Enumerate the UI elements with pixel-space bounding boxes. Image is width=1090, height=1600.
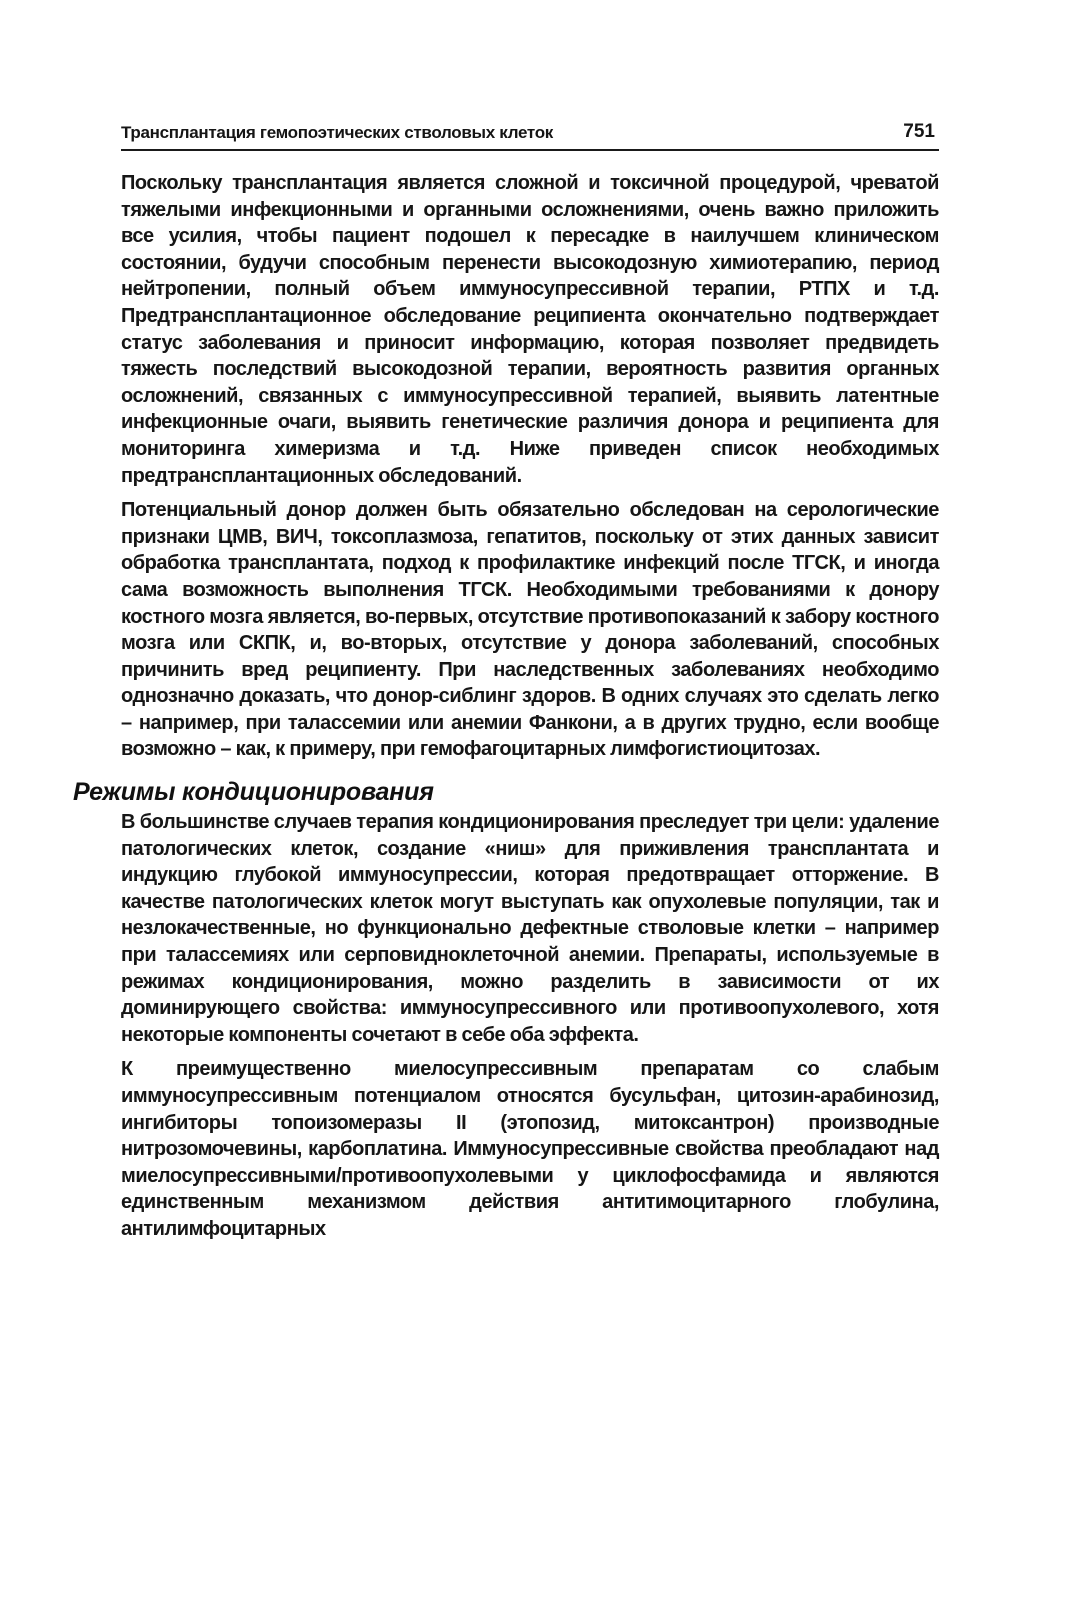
paragraph-pretransplant-evaluation: Поскольку трансплантация является сложной и токсичной процедурой, чреватой тяжелыми инфекционными и органными осложнениями, очень важно приложить все усилия, чтобы пациент подошел к пересадке в наилучшем клиническом состоянии, будучи способным перенести высокодозную химиотерапию, период нейтропении, полный объем иммуносупрессивной терапии, РТПХ и т.д. Предтрансплантационное обследование реципиента окончательно подтверждает статус заболевания и приносит информацию, которая позволяет предвидеть тяжесть последствий высокодозной терапии, вероятность развития органных осложнений, связанных с иммуносупрессивной терапией, выявить латентные инфекционные очаги, выявить генетические различия донора и реципиента для мониторинга химеризма и т.д. Ниже приведен список необходимых предтрансплантационных обследований. (121, 172, 939, 487)
page-number: 751 (903, 121, 935, 142)
paragraph-myelosuppressive-drugs: К преимущественно миелосупрессивным препаратам со слабым иммуносупрессивным потенциалом относятся бусульфан, цитозин-арабинозид, ингибиторы топоизомеразы II (этопозид, митоксантрон) производные нитрозомочевины, карбоплатина. Иммуносупрессивные свойства преобладают над миелосупрессивными/противоопухолевыми у циклофосфамида и являются единственным механизмом действия антитимоцитарного глобулина, антилимфоцитарных (121, 1058, 939, 1240)
running-header (121, 117, 939, 151)
section-heading-conditioning: Режимы кондиционирования (73, 778, 434, 807)
body-text (73, 170, 939, 1251)
paragraph-donor-screening: Потенциальный донор должен быть обязательно обследован на серологические признаки ЦМВ, ВИЧ, токсоплазмоза, гепатитов, поскольку от этих данных зависит обработка трансплантата, подход к профилактике инфекций после ТГСК, и иногда сама возможность выполнения ТГСК. Необходимыми требованиями к донору костного мозга является, во-первых, отсутствие противопоказаний к забору костного мозга или СКПК, и, во-вторых, отсутствие у донора заболеваний, способных причинить вред реципиенту. При наследственных заболеваниях необходимо однозначно доказать, что донор-сиблинг здоров. В одних случаях это сделать легко – например, при талассемии или анемии Фанкони, а в других трудно, если вообще возможно – как, к примеру, при гемофагоцитарных лимфогистиоцитозах. (121, 499, 939, 761)
paragraph-conditioning-goals: В большинстве случаев терапия кондиционирования преследует три цели: удаление патологических клеток, создание «ниш» для приживления трансплантата и индукцию глубокой иммуносупрессии, которая предотвращает отторжение. В качестве патологических клеток могут выступать как опухолевые популяции, так и незлокачественные, но функционально дефектные стволовые клетки – например при талассемиях или серповидноклеточной анемии. Препараты, используемые в режимах кондиционирования, можно разделить в зависимости от их доминирующего свойства: иммуносупрессивного или противоопухолевого, хотя некоторые компоненты сочетают в себе оба эффекта. (121, 811, 939, 1046)
running-title: Трансплантация гемопоэтических стволовых клеток (121, 123, 554, 142)
